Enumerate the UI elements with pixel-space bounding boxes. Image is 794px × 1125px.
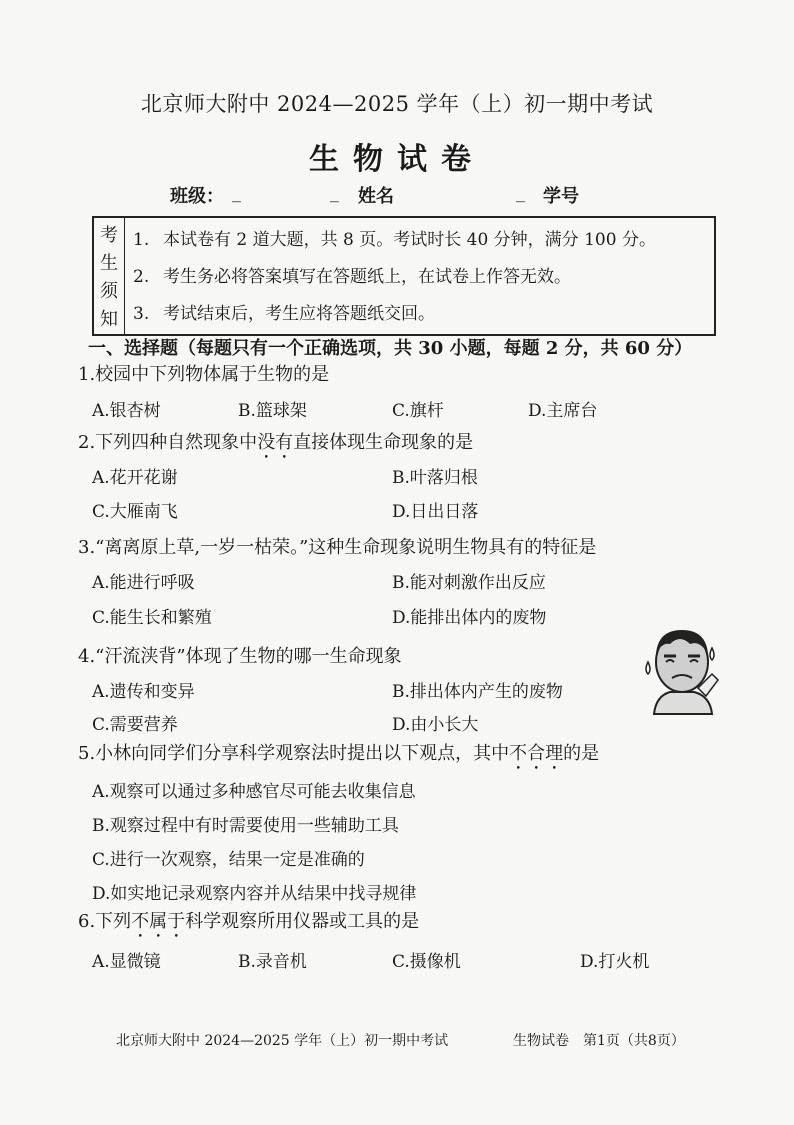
option: C.摄像机 [392,952,461,972]
option: B.录音机 [238,952,307,972]
option: A.能进行呼吸 [92,573,195,593]
student-info [170,182,630,210]
footer-left: 北京师大附中 2024—2025 学年（上）初一期中考试 [116,1033,449,1049]
section-heading: 一、选择题（每题只有一个正确选项，共 30 小题，每题 2 分，共 60 分） [88,338,693,359]
option: A.遗传和变异 [92,682,195,702]
question-stem: 5.小林向同学们分享科学观察法时提出以下观点，其中不合理的是 [78,743,600,764]
option: A.显微镜 [92,952,161,972]
class-blank: _ [232,182,241,203]
notice-heading-char: 须 [100,281,118,302]
option: D.能排出体内的废物 [392,608,547,628]
class-blank-end: _ [330,182,339,203]
id-label: 学号 [543,186,579,207]
notice-item [133,296,714,333]
notice-item [133,259,714,296]
question-stem: 2.下列四种自然现象中没有直接体现生命现象的是 [78,432,474,453]
school-title: 北京师大附中 2024—2025 学年（上）初一期中考试 [140,92,654,116]
notice-item [133,222,714,259]
option: B.篮球架 [238,401,307,421]
option: B.观察过程中有时需要使用一些辅助工具 [92,816,399,836]
name-blank: _ [516,182,525,203]
option: B.叶落归根 [392,468,478,488]
option: C.需要营养 [92,715,178,735]
notice-item-text: 考生务必将答案填写在答题纸上，在试卷上作答无效。 [163,267,571,287]
option: B.能对刺激作出反应 [392,573,546,593]
notice-item-text: 考试结束后，考生应将答题纸交回。 [163,304,435,324]
question-stem: 4.“汗流浃背”体现了生物的哪一生命现象 [78,646,402,667]
question-stem: 3.“离离原上草,一岁一枯荣。”这种生命现象说明生物具有的特征是 [78,537,597,558]
option: D.日出日落 [392,502,479,522]
option: D.打火机 [580,952,650,972]
option: C.旗杆 [392,401,444,421]
notice-box [92,216,716,336]
option: C.大雁南飞 [92,502,178,522]
name-label: 姓名 [358,186,394,207]
notice-heading-char: 考 [100,225,118,246]
notice-list [125,218,714,334]
notice-heading-char: 知 [100,309,118,330]
question-stem: 1.校园中下列物体属于生物的是 [78,364,330,385]
option: A.观察可以通过多种感官尽可能去收集信息 [92,782,416,802]
sweating-person-illustration [640,618,724,718]
notice-item-text: 本试卷有 2 道大题，共 8 页。考试时长 40 分钟，满分 100 分。 [163,230,656,250]
class-label: 班级： [170,186,224,207]
option: D.由小长大 [392,715,479,735]
option: C.能生长和繁殖 [92,608,212,628]
option: A.花开花谢 [92,468,178,488]
notice-item-number: 2. [133,267,150,287]
notice-heading [94,218,125,334]
option: B.排出体内产生的废物 [392,682,563,702]
notice-heading-char: 生 [100,253,118,274]
footer-right: 生物试卷 第1页（共8页） [513,1033,685,1049]
question-stem: 6.下列不属于科学观察所用仪器或工具的是 [78,911,420,932]
option: C.进行一次观察，结果一定是准确的 [92,850,365,870]
paper-title: 生物试卷 [309,142,485,177]
notice-item-number: 1. [133,230,150,250]
option: D.如实地记录观察内容并从结果中找寻规律 [92,884,417,904]
notice-item-number: 3. [133,304,150,324]
option: A.银杏树 [92,401,161,421]
option: D.主席台 [528,401,598,421]
